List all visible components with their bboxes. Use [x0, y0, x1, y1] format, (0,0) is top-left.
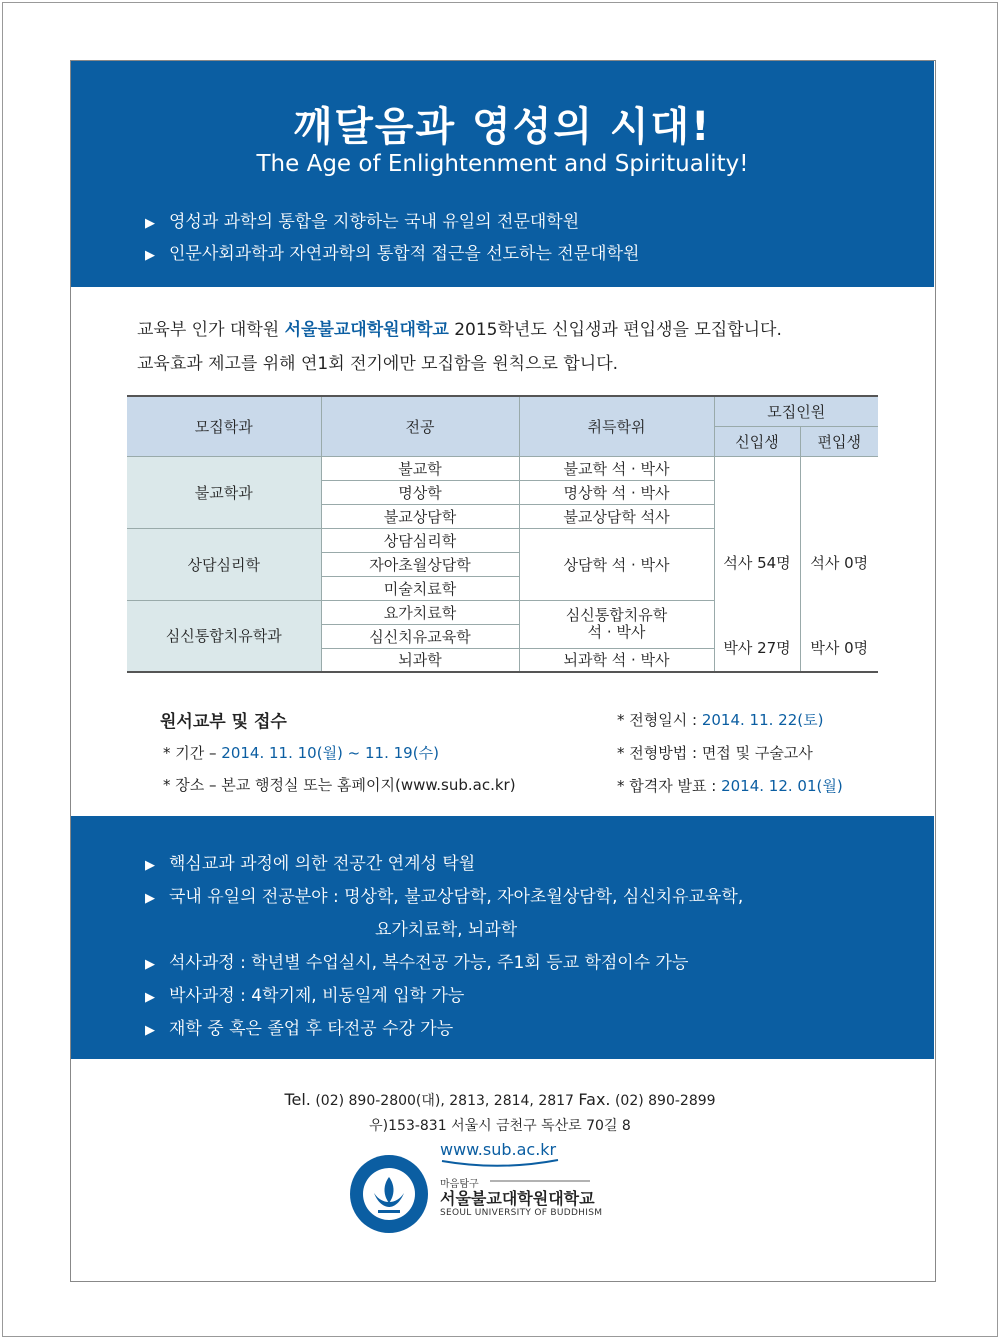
header-transfer: 편입생	[800, 426, 878, 456]
dept-cell: 심신통합치유학과	[127, 600, 321, 672]
feature-item: ▶ 석사과정 : 학년별 수업실시, 복수전공 가능, 주1회 등교 학점이수 가능	[145, 953, 689, 973]
feature-item: ▶ 국내 유일의 전공분야 : 명상학, 불교상담학, 자아초월상담학, 심신치유교육학,	[145, 887, 744, 907]
logo-name-korean: 서울불교대학원대학교	[440, 1189, 595, 1208]
major-cell: 불교학	[321, 456, 519, 480]
triangle-bullet-icon: ▶	[145, 216, 155, 231]
header-bullet: ▶ 영성과 과학의 통합을 지향하는 국내 유일의 전문대학원	[145, 212, 580, 232]
intro-line-1: 교육부 인가 대학원 서울불교대학원대학교 2015학년도 신입생과 편입생을 모집합니다.	[137, 320, 782, 340]
main-title-english: The Age of Enlightenment and Spirituality!	[256, 151, 749, 177]
degree-cell: 불교학 석 · 박사	[519, 456, 714, 480]
quota-freshman-cell: 석사 54명 박사 27명	[714, 456, 800, 672]
major-cell: 미술치료학	[321, 576, 519, 600]
triangle-bullet-icon: ▶	[145, 957, 155, 972]
university-name-highlight: 서울불교대학원대학교	[284, 320, 449, 340]
major-cell: 자아초월상담학	[321, 552, 519, 576]
contact-address: 우)153-831 서울시 금천구 독산로 70길 8	[369, 1118, 631, 1134]
admission-table	[127, 395, 878, 673]
header-dept: 모집학과	[127, 396, 321, 456]
header-degree: 취득학위	[519, 396, 714, 456]
major-cell: 명상학	[321, 480, 519, 504]
major-cell: 상담심리학	[321, 528, 519, 552]
header-major: 전공	[321, 396, 519, 456]
triangle-bullet-icon: ▶	[145, 1023, 155, 1038]
result-announcement: * 합격자 발표 : 2014. 12. 01(월)	[617, 777, 843, 795]
application-title: 원서교부 및 접수	[160, 712, 287, 732]
triangle-bullet-icon: ▶	[145, 248, 155, 263]
header-bullet: ▶ 인문사회과학과 자연과학의 통합적 접근을 선도하는 전문대학원	[145, 244, 640, 264]
degree-cell: 뇌과학 석 · 박사	[519, 648, 714, 672]
main-title-korean: 깨달음과 영성의 시대!	[293, 104, 712, 150]
quota-transfer-cell: 석사 0명 박사 0명	[800, 456, 878, 672]
exam-method: * 전형방법 : 면접 및 구술고사	[617, 744, 813, 762]
degree-cell: 명상학 석 · 박사	[519, 480, 714, 504]
dept-cell: 상담심리학	[127, 528, 321, 600]
degree-cell: 심신통합치유학 석 · 박사	[519, 600, 714, 648]
degree-cell: 불교상담학 석사	[519, 504, 714, 528]
application-place: * 장소 – 본교 행정실 또는 홈페이지(www.sub.ac.kr)	[163, 776, 516, 794]
header-freshman: 신입생	[714, 426, 800, 456]
features-band	[71, 816, 934, 1059]
logo-name-english: SEOUL UNIVERSITY OF BUDDHISM	[440, 1208, 603, 1218]
major-cell: 심신치유교육학	[321, 624, 519, 648]
swoosh-icon	[440, 1157, 560, 1169]
feature-item-continued: 요가치료학, 뇌과학	[375, 920, 518, 940]
major-cell: 뇌과학	[321, 648, 519, 672]
university-seal-icon	[348, 1153, 430, 1235]
contact-phone-fax: Tel. (02) 890-2800(대), 2813, 2814, 2817 Fax. (02) 890-2899	[284, 1090, 716, 1109]
triangle-bullet-icon: ▶	[145, 990, 155, 1005]
major-cell: 불교상담학	[321, 504, 519, 528]
header-quota: 모집인원	[714, 396, 878, 426]
website-link[interactable]: www.sub.ac.kr	[440, 1140, 557, 1159]
feature-item: ▶ 핵심교과 과정에 의한 전공간 연계성 탁월	[145, 854, 476, 874]
major-cell: 요가치료학	[321, 600, 519, 624]
feature-item: ▶ 재학 중 혹은 졸업 후 타전공 수강 가능	[145, 1019, 454, 1039]
application-period: * 기간 – 2014. 11. 10(월) ~ 11. 19(수)	[163, 744, 439, 762]
triangle-bullet-icon: ▶	[145, 891, 155, 906]
header-band	[71, 61, 934, 287]
logo-tagline: 마음탐구	[440, 1179, 479, 1190]
exam-date: * 전형일시 : 2014. 11. 22(토)	[617, 711, 824, 729]
dept-cell: 불교학과	[127, 456, 321, 528]
logo-rule	[490, 1180, 590, 1182]
intro-line-2: 교육효과 제고를 위해 연1회 전기에만 모집함을 원칙으로 합니다.	[137, 354, 619, 374]
feature-item: ▶ 박사과정 : 4학기제, 비동일계 입학 가능	[145, 986, 465, 1006]
degree-cell: 상담학 석 · 박사	[519, 528, 714, 600]
triangle-bullet-icon: ▶	[145, 858, 155, 873]
